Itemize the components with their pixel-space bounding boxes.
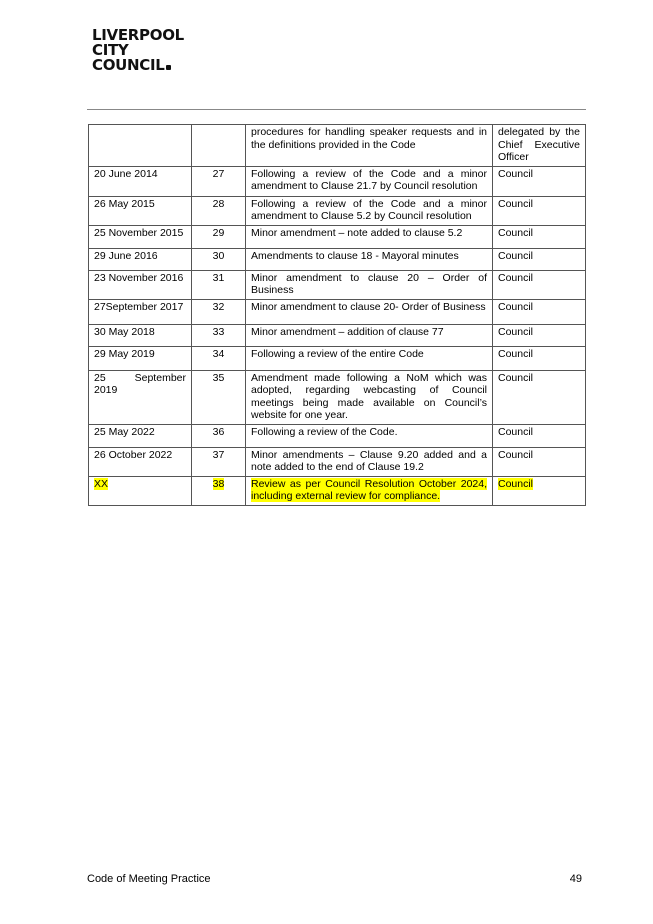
table-row [89, 370, 586, 424]
date-cell-text: XX [94, 477, 109, 490]
date-cell [89, 476, 192, 505]
approved-by-cell [493, 424, 586, 447]
approved-by-cell-text: Council [498, 371, 534, 384]
approved-by-cell [493, 125, 586, 167]
approved-by-cell [493, 248, 586, 270]
table-row [89, 248, 586, 270]
date-cell-text: 29 June 2016 [94, 249, 158, 262]
description-cell-text: Review as per Council Resolution October 2024, including external review for compliance. [251, 477, 487, 502]
version-cell-text: 38 [212, 477, 225, 490]
approved-by-cell [493, 476, 586, 505]
logo-line-2: CITY [92, 41, 129, 59]
description-cell [246, 424, 493, 447]
logo-line-1: LIVERPOOL [92, 26, 184, 44]
approved-by-cell-text: Council [498, 300, 534, 313]
description-cell-text: Amendment made following a NoM which was adopted, regarding webcasting of Council meetings being made available on Council’s website for one year. [251, 371, 487, 421]
approved-by-cell-text: Council [498, 448, 534, 461]
approved-by-cell-text: Council [498, 249, 534, 262]
logo-mark-icon [166, 65, 171, 70]
description-cell [246, 324, 493, 346]
description-cell [246, 248, 493, 270]
date-cell-text: 26 May 2015 [94, 197, 155, 210]
date-cell [89, 299, 192, 324]
description-cell [246, 346, 493, 370]
table-row [89, 125, 586, 167]
version-cell-text: 35 [212, 371, 225, 384]
version-cell-text: 32 [212, 300, 225, 313]
version-cell [192, 447, 246, 476]
table-row [89, 166, 586, 196]
version-cell-text: 28 [212, 197, 225, 210]
logo-line-3-wrap [92, 58, 184, 73]
approved-by-cell [493, 270, 586, 299]
footer-page-number: 49 [569, 873, 582, 885]
description-cell-text: Minor amendment – addition of clause 77 [251, 325, 444, 338]
description-cell [246, 299, 493, 324]
council-logo [92, 28, 184, 73]
approved-by-cell [493, 166, 586, 196]
footer-document-title: Code of Meeting Practice [87, 873, 211, 885]
table-row [89, 476, 586, 505]
table-row [89, 225, 586, 248]
description-cell-text: Minor amendment to clause 20 – Order of Business [251, 271, 487, 296]
date-cell [89, 225, 192, 248]
version-cell [192, 346, 246, 370]
approved-by-cell-text: Council [498, 271, 534, 284]
date-cell [89, 346, 192, 370]
version-history-body [89, 125, 586, 506]
approved-by-cell-text: Council [498, 347, 534, 360]
approved-by-cell-text: Council [498, 325, 534, 338]
date-cell [89, 196, 192, 225]
version-cell-text: 29 [212, 226, 225, 239]
logo-line-3: COUNCIL [92, 56, 165, 74]
date-cell-text: 30 May 2018 [94, 325, 155, 338]
description-cell [246, 225, 493, 248]
date-cell [89, 447, 192, 476]
description-cell [246, 270, 493, 299]
header-divider [87, 109, 586, 110]
version-cell-text: 37 [212, 448, 225, 461]
version-history-table [88, 124, 586, 506]
version-cell [192, 225, 246, 248]
version-cell-text: 31 [212, 271, 225, 284]
approved-by-cell-text: Council [498, 477, 534, 490]
approved-by-cell [493, 370, 586, 424]
approved-by-cell [493, 299, 586, 324]
version-cell [192, 270, 246, 299]
date-cell [89, 424, 192, 447]
date-cell-text: 26 October 2022 [94, 448, 173, 461]
version-cell [192, 166, 246, 196]
date-cell [89, 248, 192, 270]
approved-by-cell [493, 225, 586, 248]
description-cell-text: Minor amendment to clause 20- Order of Business [251, 300, 486, 313]
description-cell [246, 166, 493, 196]
version-cell [192, 125, 246, 167]
version-cell [192, 196, 246, 225]
table-row [89, 424, 586, 447]
date-cell [89, 166, 192, 196]
date-cell [89, 270, 192, 299]
description-cell-text: Minor amendments – Clause 9.20 added and a note added to the end of Clause 19.2 [251, 448, 487, 473]
description-cell-text: Following a review of the Code and a minor amendment to Clause 5.2 by Council resolution [251, 197, 487, 222]
approved-by-cell-text: Council [498, 226, 534, 239]
table-row [89, 324, 586, 346]
date-cell-text: 20 June 2014 [94, 167, 158, 180]
table-row [89, 196, 586, 225]
description-cell [246, 476, 493, 505]
version-cell [192, 248, 246, 270]
description-cell-text: procedures for handling speaker requests and in the definitions provided in the Code [251, 126, 487, 151]
description-cell-text: Following a review of the entire Code [251, 347, 424, 360]
date-cell-text: 27September 2017 [94, 300, 184, 313]
description-cell-text: Following a review of the Code and a minor amendment to Clause 21.7 by Council resolution [251, 167, 487, 192]
version-cell-text: 34 [212, 347, 225, 360]
approved-by-cell-text: Council [498, 425, 534, 438]
approved-by-cell-text: Council [498, 167, 534, 180]
version-cell-text: 30 [212, 249, 225, 262]
version-cell [192, 370, 246, 424]
date-cell-text: 25 September 2019 [94, 371, 186, 396]
version-cell-text: 33 [212, 325, 225, 338]
version-cell [192, 476, 246, 505]
approved-by-cell [493, 346, 586, 370]
description-cell-text: Following a review of the Code. [251, 425, 398, 438]
date-cell-text: 25 November 2015 [94, 226, 184, 239]
date-cell-text: 23 November 2016 [94, 271, 184, 284]
approved-by-cell [493, 324, 586, 346]
date-cell-text: 29 May 2019 [94, 347, 155, 360]
description-cell [246, 125, 493, 167]
version-cell-text: 36 [212, 425, 225, 438]
description-cell [246, 196, 493, 225]
version-cell [192, 299, 246, 324]
table-row [89, 447, 586, 476]
description-cell [246, 370, 493, 424]
version-cell-text: 27 [212, 167, 225, 180]
approved-by-cell [493, 447, 586, 476]
table-row [89, 270, 586, 299]
description-cell-text: Minor amendment – note added to clause 5.2 [251, 226, 463, 239]
date-cell [89, 370, 192, 424]
table-row [89, 346, 586, 370]
approved-by-cell-text: delegated by the Chief Executive Officer [498, 126, 580, 163]
description-cell [246, 447, 493, 476]
table-row [89, 299, 586, 324]
version-cell [192, 424, 246, 447]
date-cell-text: 25 May 2022 [94, 425, 155, 438]
approved-by-cell [493, 196, 586, 225]
description-cell-text: Amendments to clause 18 - Mayoral minutes [251, 249, 459, 262]
date-cell [89, 324, 192, 346]
approved-by-cell-text: Council [498, 197, 534, 210]
version-cell [192, 324, 246, 346]
date-cell [89, 125, 192, 167]
